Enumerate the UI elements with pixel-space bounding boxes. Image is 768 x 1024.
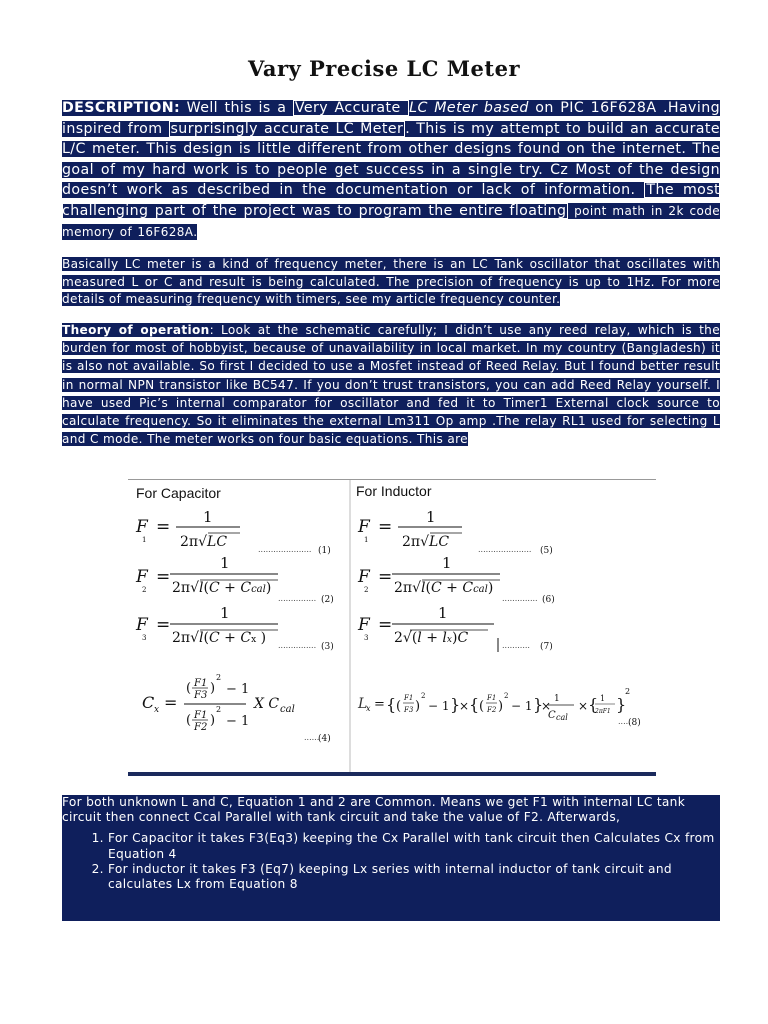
svg-text:.....................: ..................... <box>258 545 312 554</box>
svg-text:=: = <box>378 517 393 537</box>
eq-label-2: (2) <box>321 595 334 605</box>
svg-text:{: { <box>386 695 397 714</box>
eq-label-4: (4) <box>318 734 331 744</box>
equation-7 <box>357 604 553 652</box>
svg-text:(: ( <box>186 681 192 696</box>
svg-text:=: = <box>374 697 385 712</box>
svg-text:1: 1 <box>203 508 213 526</box>
svg-text:2: 2 <box>504 692 509 700</box>
equation-5 <box>357 508 553 556</box>
svg-text:F: F <box>136 615 148 635</box>
svg-text:F3: F3 <box>194 690 208 701</box>
paragraph-theory <box>62 321 720 448</box>
svg-text:=: = <box>164 693 178 712</box>
svg-text:2π√LC: 2π√LC <box>180 534 228 550</box>
description-colon: : <box>174 100 181 116</box>
svg-text:2π√l(C + Ccal): 2π√l(C + Ccal) <box>172 580 272 596</box>
svg-text:(: ( <box>396 699 402 714</box>
figure-bottom-bar <box>128 772 656 776</box>
svg-text:X C: X C <box>254 696 280 712</box>
description-text-7: The most challenging part of the project was to program the entire floating <box>62 182 720 219</box>
svg-text:C: C <box>548 710 556 721</box>
svg-text:=: = <box>156 567 171 587</box>
svg-text:x: x <box>366 704 371 713</box>
description-text-2: Very Accurate <box>294 100 408 116</box>
svg-text:F2: F2 <box>487 706 497 714</box>
description-paragraph <box>62 98 720 242</box>
svg-text:1: 1 <box>220 604 230 622</box>
description-text-4: on PIC 16F628A .Having inspired from <box>62 100 720 137</box>
svg-text:L: L <box>358 696 368 712</box>
eq-label-3: (3) <box>321 642 334 652</box>
svg-text:1: 1 <box>142 536 147 544</box>
svg-text:}: } <box>450 695 461 714</box>
paragraph-lc-meter-basics <box>62 256 720 309</box>
svg-text:}: } <box>533 695 544 714</box>
svg-text:): ) <box>498 699 504 714</box>
svg-text:(: ( <box>479 699 485 714</box>
svg-text:1: 1 <box>426 508 436 526</box>
svg-text:F1: F1 <box>487 694 497 702</box>
list-item: 2. For inductor it takes F3 (Eq7) keeping Lx series with internal inductor of tank circuit and calculates Lx from Equation 8 <box>108 862 720 892</box>
svg-text:2√(l + lx)C: 2√(l + lx)C <box>394 630 469 646</box>
svg-text:C: C <box>142 693 155 712</box>
svg-text:2πF1: 2πF1 <box>595 708 611 715</box>
equation-8 <box>357 687 641 728</box>
svg-text:F: F <box>358 615 370 635</box>
eq-label-6: (6) <box>542 595 555 605</box>
svg-text:=: = <box>156 517 171 537</box>
svg-text:2: 2 <box>142 586 147 594</box>
svg-text:): ) <box>210 681 216 696</box>
description-text-3: LC Meter based <box>409 100 529 116</box>
svg-text:=: = <box>378 567 393 587</box>
svg-text:F1: F1 <box>194 678 208 689</box>
svg-text:F3: F3 <box>404 706 414 714</box>
paragraph-2-text: Basically LC meter is a kind of frequency meter, there is an LC Tank oscillator that oscillates with measured L or C and result is being calculated. The precision of frequency is up to 1Hz. For more details of measuring frequency with timers, see my article frequency counter. <box>62 257 720 307</box>
svg-text:F: F <box>136 567 148 587</box>
svg-text:2π√l(C + Cx ): 2π√l(C + Cx ) <box>172 630 267 646</box>
svg-text:2: 2 <box>625 687 631 696</box>
svg-text:x: x <box>154 705 160 715</box>
svg-text:2: 2 <box>421 692 426 700</box>
svg-text:2π√LC: 2π√LC <box>402 534 450 550</box>
svg-text:=: = <box>156 615 171 635</box>
svg-text:..............: .............. <box>502 594 538 603</box>
theory-text: : Look at the schematic carefully; I didn’t use any reed relay, which is the burden for most of hobbyist, because of unavailability in local market. In my country (Bangladesh) it is also not available. So first I decided to use a Mosfet instead of Reed Relay. But I found better result in normal NPN transistor like BC547. If you don’t trust transistors, you can add Reed Relay yourself. I have used Pic’s internal comparator for oscillator and fed it to Timer1 External clock source to calculate frequency. So it eliminates the external Lm311 Op amp .The relay RL1 used for selecting L and C mode. The meter works on four basic equations. This are <box>62 323 720 447</box>
svg-text:F: F <box>136 517 148 537</box>
svg-text:2: 2 <box>364 586 369 594</box>
description-text-1: Well this is a <box>180 100 293 116</box>
svg-text:2: 2 <box>216 673 222 682</box>
description-text-6: . This is my attempt to build an accurate L/C meter. This design is little different from other designs found on the internet. The goal of my hard work is to people get success in a single try. Cz Most of the design doesn’t work as described in the documentation or lack of information. <box>62 120 720 199</box>
svg-text:...........: ........... <box>502 641 530 650</box>
page-title: Vary Precise LC Meter <box>247 56 521 81</box>
svg-text:− 1: − 1 <box>226 714 250 729</box>
svg-text:{: { <box>469 695 480 714</box>
explanation-block <box>62 795 720 921</box>
theory-label: Theory of operation <box>62 323 210 337</box>
explanation-list <box>62 831 720 892</box>
svg-text:...............: ............... <box>278 641 317 650</box>
svg-text:3: 3 <box>364 634 369 642</box>
svg-text:F: F <box>358 567 370 587</box>
svg-text:{: { <box>588 695 599 714</box>
description-link-lc-meter[interactable]: surprisingly accurate LC Meter <box>170 120 404 137</box>
svg-text:=: = <box>378 615 393 635</box>
svg-text:2π√l(C + Ccal): 2π√l(C + Ccal) <box>394 580 494 596</box>
svg-text:− 1: − 1 <box>226 682 250 697</box>
svg-text:1: 1 <box>442 554 452 572</box>
svg-text:×: × <box>459 699 470 713</box>
svg-text:F1: F1 <box>194 710 208 721</box>
svg-text:×: × <box>578 699 589 713</box>
eq-label-5: (5) <box>540 546 553 556</box>
svg-text:3: 3 <box>142 634 147 642</box>
svg-text:}: } <box>616 695 627 714</box>
equation-1 <box>135 508 331 556</box>
eq-label-7: (7) <box>540 642 553 652</box>
svg-text:F2: F2 <box>194 722 208 733</box>
svg-text:cal: cal <box>556 713 568 722</box>
inductor-header: For Inductor <box>356 483 432 499</box>
equation-6 <box>357 554 555 605</box>
svg-text:F1: F1 <box>404 694 414 702</box>
svg-text:− 1: − 1 <box>511 699 533 713</box>
description-text-8: point math in 2k code memory of 16F628A. <box>62 203 721 239</box>
svg-text:......: ...... <box>304 733 320 742</box>
svg-text:1: 1 <box>220 554 230 572</box>
svg-text:F: F <box>358 517 370 537</box>
eq-label-1: (1) <box>318 546 331 556</box>
svg-text:1: 1 <box>364 536 369 544</box>
equation-4 <box>142 673 331 744</box>
svg-text:.....................: ..................... <box>478 545 532 554</box>
svg-text:×: × <box>541 699 552 713</box>
svg-text:): ) <box>415 699 421 714</box>
svg-text:1: 1 <box>438 604 448 622</box>
list-item: 1. For Capacitor it takes F3(Eq3) keeping the Cx Parallel with tank circuit then Calculates Cx from Equation 4 <box>108 831 720 861</box>
svg-text:...............: ............... <box>278 594 317 603</box>
svg-text:cal: cal <box>280 704 295 715</box>
svg-text:.....: ..... <box>618 717 631 726</box>
svg-text:): ) <box>210 713 216 728</box>
svg-text:(: ( <box>186 713 192 728</box>
equation-3 <box>135 604 334 652</box>
equation-2 <box>135 554 334 605</box>
equations-figure <box>128 479 656 776</box>
capacitor-header: For Capacitor <box>136 485 221 501</box>
svg-text:1: 1 <box>600 694 606 703</box>
svg-text:1: 1 <box>554 694 560 704</box>
svg-text:− 1: − 1 <box>428 699 450 713</box>
description-label: DESCRIPTION <box>62 100 174 116</box>
eq-label-8: (8) <box>628 718 641 728</box>
explanation-intro: For both unknown L and C, Equation 1 and 2 are Common. Means we get F1 with internal LC tank circuit then connect Ccal Parallel with tank circuit and take the value of F2. Afterwards, <box>62 795 686 825</box>
svg-text:2: 2 <box>216 705 222 714</box>
